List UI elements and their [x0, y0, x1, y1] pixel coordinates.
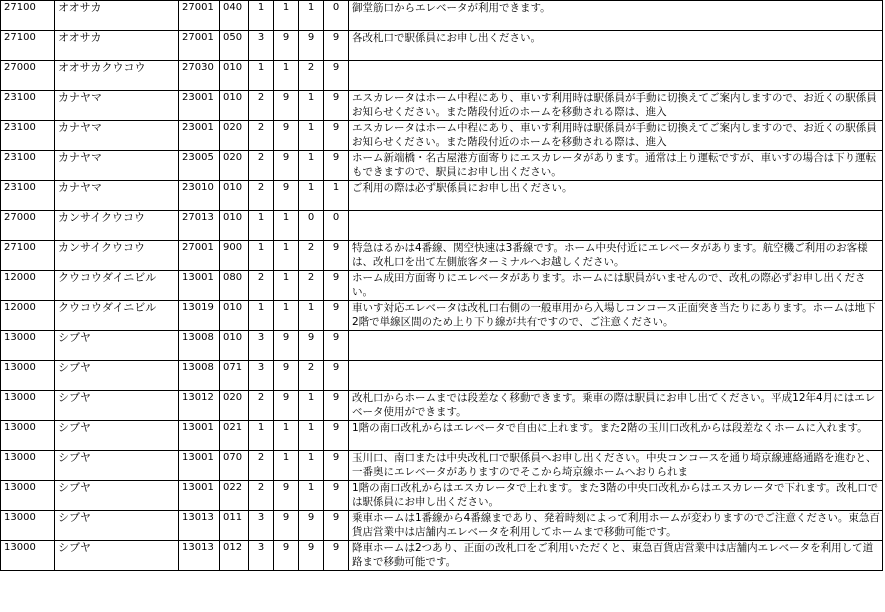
table-row: [1, 61, 883, 91]
table-row: [1, 271, 883, 301]
flag3-cell: 1: [299, 91, 324, 121]
station-name-cell: カナヤマ: [55, 181, 179, 211]
flag3-cell: 2: [299, 61, 324, 91]
area-code-cell: 13000: [1, 361, 55, 391]
sub-code-cell: 010: [220, 91, 249, 121]
note-cell: 1階の南口改札からはエスカレータで上れます。また3階の中央口改札からはエスカレータで下れます。改札口では駅係員にお申し出ください。: [349, 481, 883, 511]
sub-code-cell: 020: [220, 151, 249, 181]
flag4-cell: 9: [324, 61, 349, 91]
station-name-cell: オオサカクウコウ: [55, 61, 179, 91]
sub-code-cell: 040: [220, 1, 249, 31]
flag4-cell: 1: [324, 181, 349, 211]
table-row: [1, 1, 883, 31]
area-code-cell: 27100: [1, 1, 55, 31]
sub-code-cell: 010: [220, 181, 249, 211]
note-cell: エスカレータはホーム中程にあり、車いす利用時は駅係員が手動に切換えてご案内しますので、お近くの駅係員お知らせください。また階段付近のホームを移動される際は、進入: [349, 121, 883, 151]
station-name-cell: カナヤマ: [55, 121, 179, 151]
flag2-cell: 1: [274, 421, 299, 451]
flag2-cell: 1: [274, 61, 299, 91]
station-name-cell: シブヤ: [55, 391, 179, 421]
sub-code-cell: 900: [220, 241, 249, 271]
sub-code-cell: 010: [220, 331, 249, 361]
flag4-cell: 9: [324, 331, 349, 361]
note-cell: エスカレータはホーム中程にあり、車いす利用時は駅係員が手動に切換えてご案内しますので、お近くの駅係員お知らせください。また階段付近のホームを移動される際は、進入: [349, 91, 883, 121]
note-cell: [349, 61, 883, 91]
flag4-cell: 9: [324, 301, 349, 331]
flag1-cell: 2: [249, 121, 274, 151]
flag1-cell: 3: [249, 511, 274, 541]
station-id-cell: 27001: [179, 1, 220, 31]
flag1-cell: 2: [249, 151, 274, 181]
flag2-cell: 9: [274, 481, 299, 511]
flag2-cell: 9: [274, 31, 299, 61]
note-cell: ホーム新端橋・名古屋港方面寄りにエスカレータがあります。通常は上り運転ですが、車いすの場合は下り運転もできますので、駅員にお申し出ください。: [349, 151, 883, 181]
flag1-cell: 3: [249, 361, 274, 391]
flag4-cell: 9: [324, 391, 349, 421]
table-row: [1, 421, 883, 451]
flag4-cell: 9: [324, 91, 349, 121]
station-name-cell: シブヤ: [55, 511, 179, 541]
flag1-cell: 3: [249, 31, 274, 61]
flag3-cell: 1: [299, 301, 324, 331]
area-code-cell: 13000: [1, 511, 55, 541]
flag4-cell: 9: [324, 451, 349, 481]
flag3-cell: 1: [299, 481, 324, 511]
area-code-cell: 23100: [1, 121, 55, 151]
sub-code-cell: 080: [220, 271, 249, 301]
flag1-cell: 2: [249, 481, 274, 511]
flag1-cell: 2: [249, 391, 274, 421]
flag1-cell: 1: [249, 211, 274, 241]
station-id-cell: 27030: [179, 61, 220, 91]
note-cell: 1階の南口改札からはエレベータで自由に上れます。また2階の玉川口改札からは段差なくホームに入れます。: [349, 421, 883, 451]
area-code-cell: 27100: [1, 241, 55, 271]
station-id-cell: 13013: [179, 511, 220, 541]
area-code-cell: 13000: [1, 451, 55, 481]
note-cell: ご利用の際は必ず駅係員にお申し出ください。: [349, 181, 883, 211]
flag1-cell: 1: [249, 301, 274, 331]
flag4-cell: 9: [324, 421, 349, 451]
area-code-cell: 27100: [1, 31, 55, 61]
table-row: [1, 511, 883, 541]
flag4-cell: 9: [324, 241, 349, 271]
flag2-cell: 9: [274, 541, 299, 571]
station-name-cell: クウコウダイニビル: [55, 271, 179, 301]
station-name-cell: シブヤ: [55, 481, 179, 511]
area-code-cell: 27000: [1, 61, 55, 91]
flag2-cell: 9: [274, 361, 299, 391]
flag1-cell: 1: [249, 241, 274, 271]
station-name-cell: クウコウダイニビル: [55, 301, 179, 331]
flag3-cell: 9: [299, 31, 324, 61]
flag2-cell: 1: [274, 211, 299, 241]
flag1-cell: 2: [249, 181, 274, 211]
note-cell: [349, 211, 883, 241]
station-id-cell: 27001: [179, 31, 220, 61]
flag2-cell: 9: [274, 391, 299, 421]
flag4-cell: 9: [324, 271, 349, 301]
sub-code-cell: 010: [220, 61, 249, 91]
table-row: [1, 121, 883, 151]
flag4-cell: 9: [324, 481, 349, 511]
sub-code-cell: 050: [220, 31, 249, 61]
flag2-cell: 1: [274, 1, 299, 31]
station-id-cell: 13001: [179, 271, 220, 301]
sub-code-cell: 070: [220, 451, 249, 481]
sub-code-cell: 012: [220, 541, 249, 571]
area-code-cell: 27000: [1, 211, 55, 241]
flag4-cell: 9: [324, 361, 349, 391]
station-id-cell: 23005: [179, 151, 220, 181]
station-name-cell: オオサカ: [55, 31, 179, 61]
note-cell: [349, 361, 883, 391]
table-row: [1, 541, 883, 571]
flag3-cell: 1: [299, 181, 324, 211]
note-cell: 特急はるかは4番線、関空快速は3番線です。ホーム中央付近にエレベータがあります。航空機ご利用のお客様は、改札口を出て左側旅客ターミナルへお越しください。: [349, 241, 883, 271]
station-id-cell: 13001: [179, 421, 220, 451]
flag3-cell: 9: [299, 331, 324, 361]
station-name-cell: シブヤ: [55, 331, 179, 361]
station-name-cell: シブヤ: [55, 361, 179, 391]
station-id-cell: 13001: [179, 481, 220, 511]
flag3-cell: 1: [299, 421, 324, 451]
area-code-cell: 13000: [1, 421, 55, 451]
area-code-cell: 13000: [1, 541, 55, 571]
station-id-cell: 23001: [179, 121, 220, 151]
station-id-cell: 27013: [179, 211, 220, 241]
flag2-cell: 1: [274, 301, 299, 331]
note-cell: [349, 331, 883, 361]
table-row: [1, 451, 883, 481]
sub-code-cell: 020: [220, 391, 249, 421]
flag2-cell: 1: [274, 451, 299, 481]
area-code-cell: 13000: [1, 481, 55, 511]
station-name-cell: カナヤマ: [55, 91, 179, 121]
station-id-cell: 23010: [179, 181, 220, 211]
table-row: [1, 91, 883, 121]
table-row: [1, 331, 883, 361]
flag4-cell: 9: [324, 31, 349, 61]
flag3-cell: 1: [299, 451, 324, 481]
sub-code-cell: 020: [220, 121, 249, 151]
flag3-cell: 9: [299, 541, 324, 571]
table-row: [1, 301, 883, 331]
flag3-cell: 1: [299, 1, 324, 31]
flag2-cell: 1: [274, 271, 299, 301]
station-name-cell: カンサイクウコウ: [55, 241, 179, 271]
flag1-cell: 1: [249, 61, 274, 91]
sub-code-cell: 022: [220, 481, 249, 511]
flag1-cell: 3: [249, 331, 274, 361]
note-cell: ホーム成田方面寄りにエレベータがあります。ホームには駅員がいませんので、改札の際必ずお申し出ください。: [349, 271, 883, 301]
area-code-cell: 23100: [1, 181, 55, 211]
flag1-cell: 2: [249, 271, 274, 301]
table-row: [1, 391, 883, 421]
sub-code-cell: 021: [220, 421, 249, 451]
station-id-cell: 23001: [179, 91, 220, 121]
note-cell: 車いす対応エレベータは改札口右側の一般車用から入場しコンコース正面突き当たりにあります。ホームは地下2階で単線区間のため上り下り線が共有ですので、ご注意ください。: [349, 301, 883, 331]
flag4-cell: 9: [324, 151, 349, 181]
flag2-cell: 9: [274, 91, 299, 121]
note-cell: 御堂筋口からエレベータが利用できます。: [349, 1, 883, 31]
area-code-cell: 23100: [1, 151, 55, 181]
area-code-cell: 13000: [1, 331, 55, 361]
station-id-cell: 13001: [179, 451, 220, 481]
flag3-cell: 9: [299, 511, 324, 541]
station-name-cell: シブヤ: [55, 451, 179, 481]
table-row: [1, 211, 883, 241]
flag1-cell: 1: [249, 421, 274, 451]
station-id-cell: 13013: [179, 541, 220, 571]
note-cell: 降車ホームは2つあり、正面の改札口をご利用いただくと、東急百貨店営業中は店舗内エレベータを利用して道路まで移動可能です。: [349, 541, 883, 571]
note-cell: 乗車ホームは1番線から4番線まであり、発着時刻によって利用ホームが変わりますのでご注意ください。東急百貨店営業中は店舗内エレベータを利用してホームまで移動可能です。: [349, 511, 883, 541]
flag3-cell: 2: [299, 271, 324, 301]
flag1-cell: 3: [249, 541, 274, 571]
flag4-cell: 9: [324, 121, 349, 151]
flag3-cell: 1: [299, 391, 324, 421]
station-name-cell: カナヤマ: [55, 151, 179, 181]
station-id-cell: 13019: [179, 301, 220, 331]
flag2-cell: 1: [274, 241, 299, 271]
flag2-cell: 9: [274, 331, 299, 361]
flag2-cell: 9: [274, 151, 299, 181]
flag3-cell: 1: [299, 121, 324, 151]
station-name-cell: シブヤ: [55, 421, 179, 451]
flag4-cell: 9: [324, 511, 349, 541]
sub-code-cell: 010: [220, 211, 249, 241]
table-row: [1, 31, 883, 61]
note-cell: 玉川口、南口または中央改札口で駅係員へお申し出ください。中央コンコースを通り埼京線連絡通路を進むと、一番奥にエレベータがありますのでそこから埼京線ホームへおりられま: [349, 451, 883, 481]
station-name-cell: シブヤ: [55, 541, 179, 571]
flag1-cell: 2: [249, 91, 274, 121]
table-row: [1, 481, 883, 511]
flag3-cell: 2: [299, 361, 324, 391]
station-id-cell: 13008: [179, 361, 220, 391]
table-row: [1, 241, 883, 271]
station-name-cell: カンサイクウコウ: [55, 211, 179, 241]
flag2-cell: 9: [274, 121, 299, 151]
flag3-cell: 1: [299, 151, 324, 181]
flag4-cell: 0: [324, 1, 349, 31]
flag1-cell: 1: [249, 1, 274, 31]
sub-code-cell: 010: [220, 301, 249, 331]
flag1-cell: 2: [249, 451, 274, 481]
area-code-cell: 13000: [1, 391, 55, 421]
note-cell: 各改札口で駅係員にお申し出ください。: [349, 31, 883, 61]
sub-code-cell: 071: [220, 361, 249, 391]
station-id-cell: 13008: [179, 331, 220, 361]
station-name-cell: オオサカ: [55, 1, 179, 31]
flag2-cell: 9: [274, 181, 299, 211]
table-row: [1, 361, 883, 391]
station-id-cell: 13012: [179, 391, 220, 421]
flag2-cell: 9: [274, 511, 299, 541]
area-code-cell: 12000: [1, 271, 55, 301]
table-row: [1, 151, 883, 181]
table-row: [1, 181, 883, 211]
area-code-cell: 23100: [1, 91, 55, 121]
flag4-cell: 9: [324, 541, 349, 571]
station-id-cell: 27001: [179, 241, 220, 271]
table-body: [1, 1, 883, 571]
flag3-cell: 0: [299, 211, 324, 241]
note-cell: 改札口からホームまでは段差なく移動できます。乗車の際は駅員にお申し出てください。平成12年4月にはエレベータ使用ができます。: [349, 391, 883, 421]
flag4-cell: 0: [324, 211, 349, 241]
sub-code-cell: 011: [220, 511, 249, 541]
flag3-cell: 2: [299, 241, 324, 271]
area-code-cell: 12000: [1, 301, 55, 331]
